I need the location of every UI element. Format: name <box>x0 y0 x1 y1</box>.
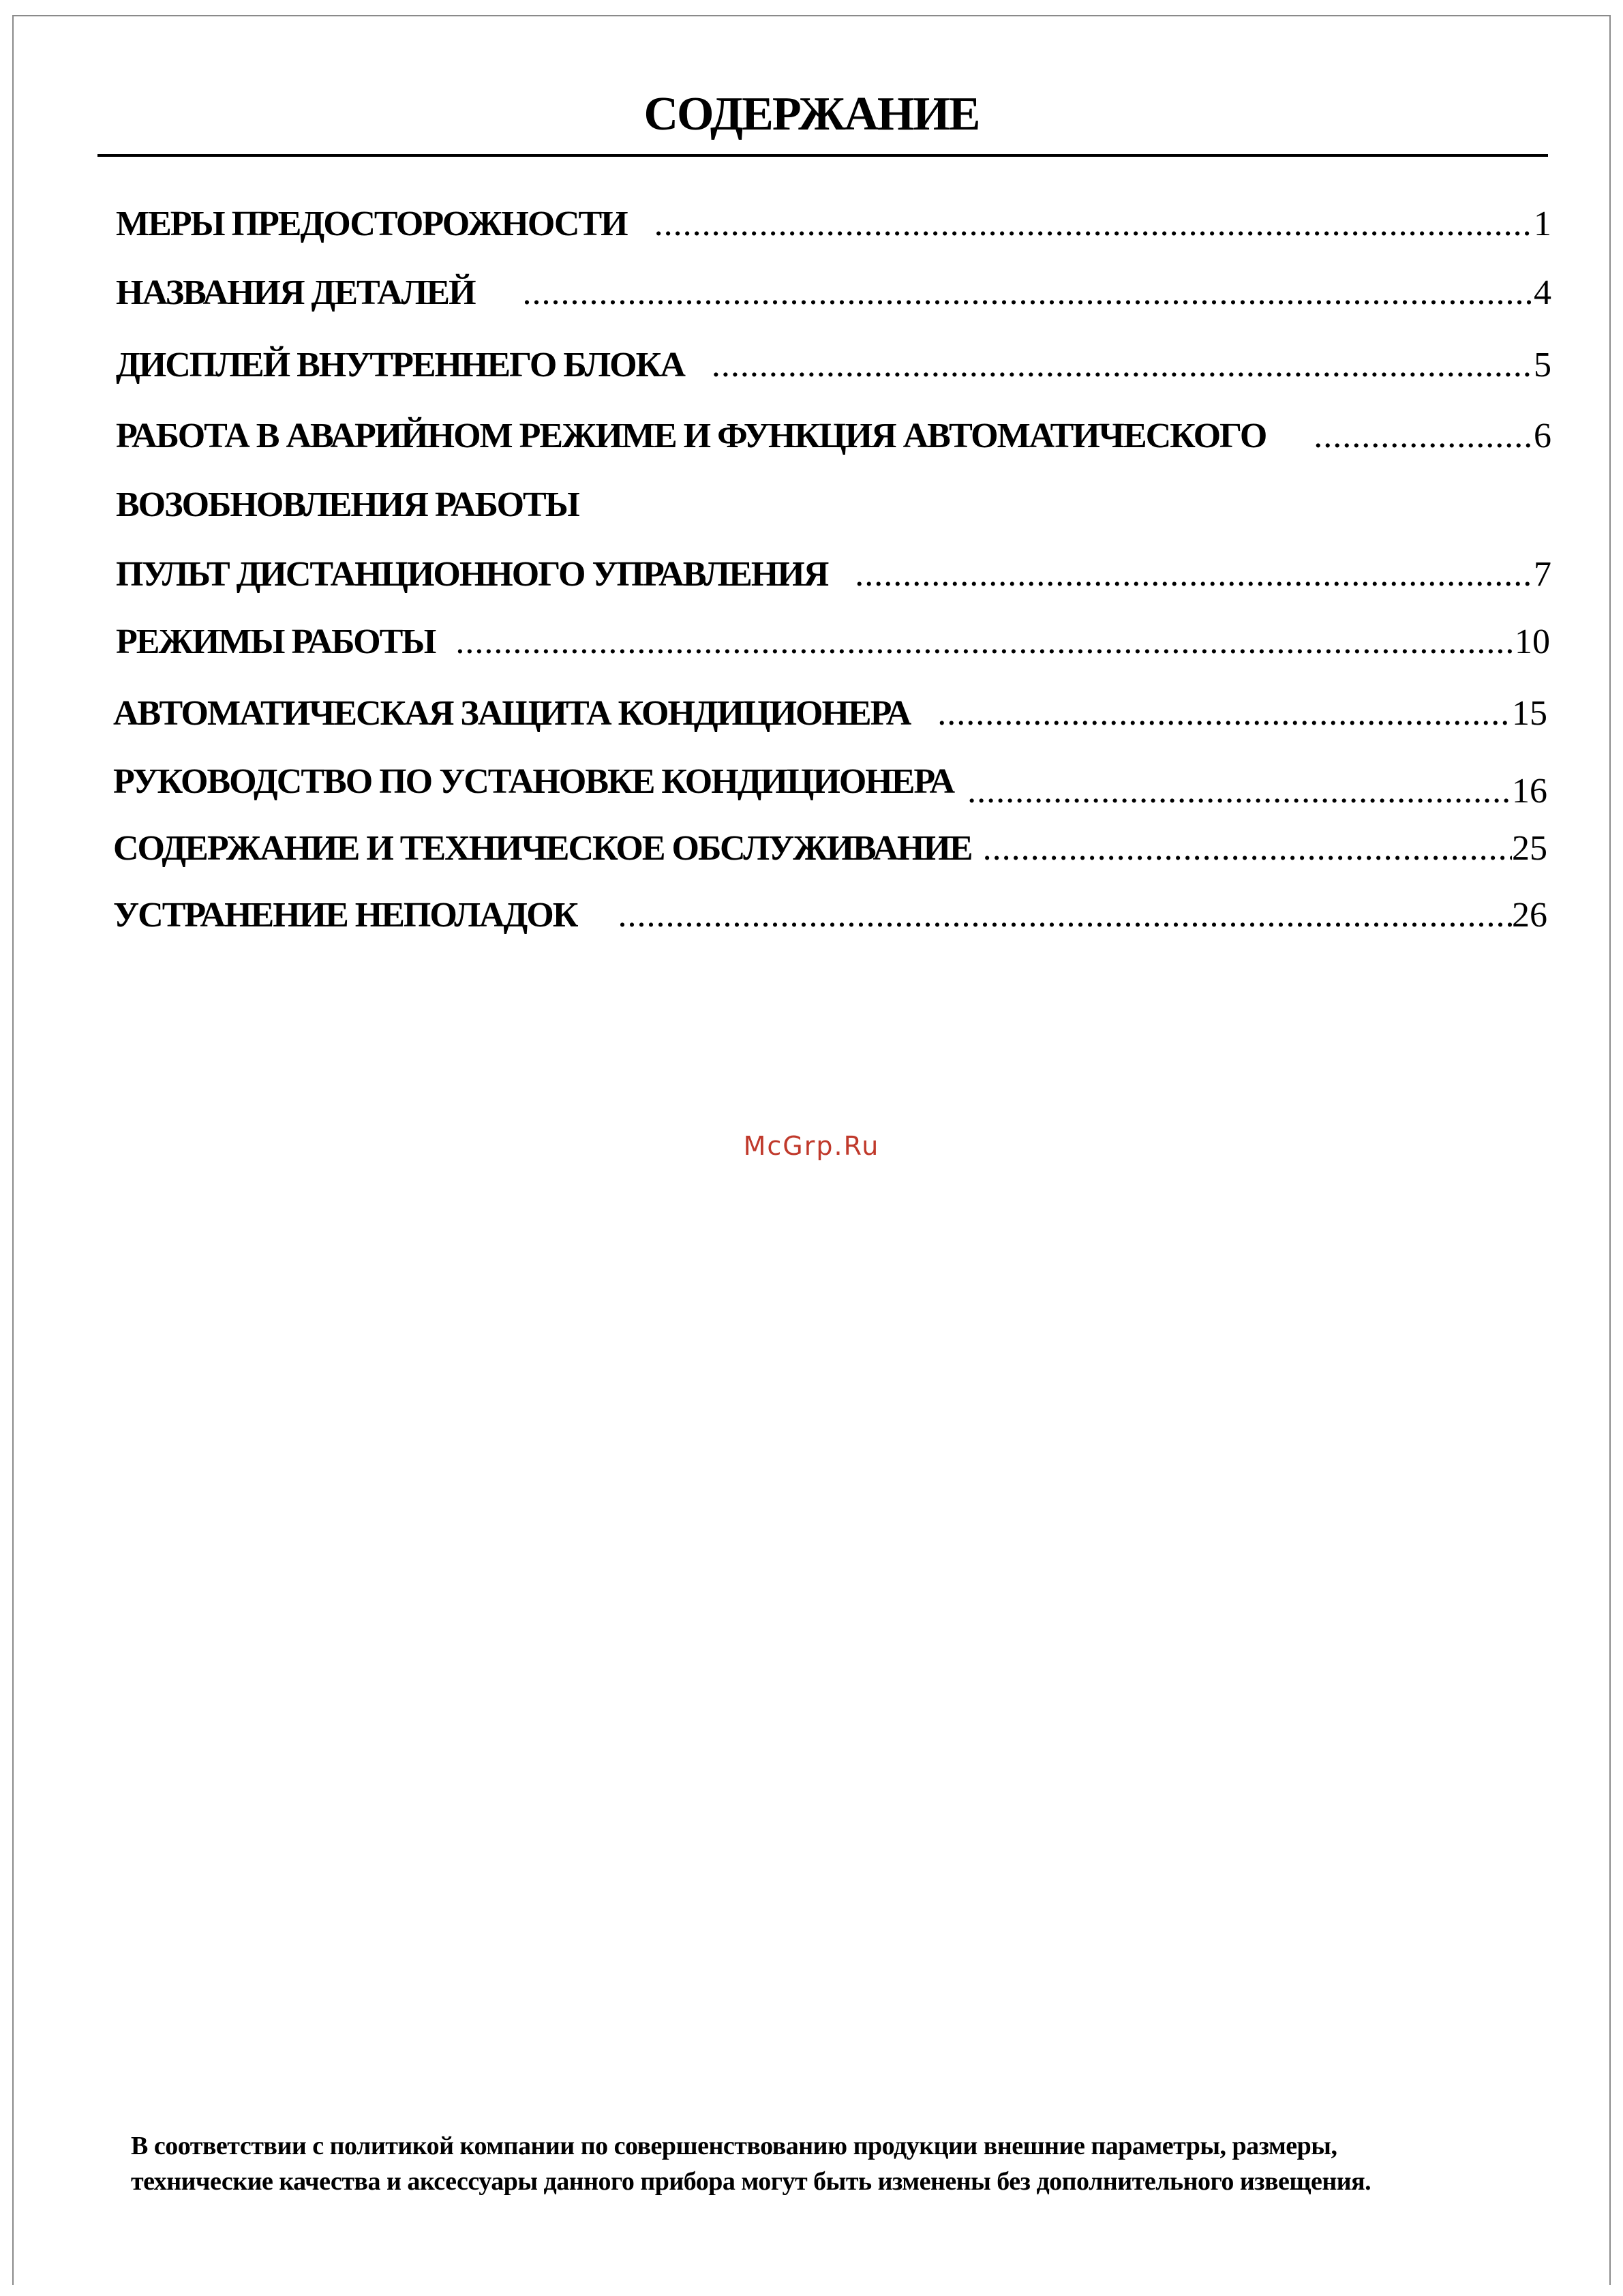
toc-entry-label: РУКОВОДСТВО ПО УСТАНОВКЕ КОНДИЦИОНЕРА <box>113 762 954 801</box>
toc-page-number: 6 <box>1534 417 1551 455</box>
toc-page-number: 25 <box>1512 829 1547 868</box>
page-title: СОДЕРЖАНИЕ <box>643 88 980 140</box>
toc-page-number: 10 <box>1515 622 1550 661</box>
toc-page-number: 7 <box>1534 555 1551 594</box>
toc-entry-label: РЕЖИМЫ РАБОТЫ <box>116 622 436 661</box>
toc-dot-leader <box>618 892 1512 939</box>
toc-entry-continuation: ВОЗОБНОВЛЕНИЯ РАБОТЫ <box>116 485 579 524</box>
toc-entry-label: РАБОТА В АВАРИЙНОМ РЕЖИМЕ И ФУНКЦИЯ АВТОМАТИЧЕСКОГО <box>116 417 1266 455</box>
toc-entry-label: ПУЛЬТ ДИСТАНЦИОННОГО УПРАВЛЕНИЯ <box>116 555 828 594</box>
toc-page-number: 26 <box>1512 896 1547 935</box>
toc-page-number: 5 <box>1534 346 1551 384</box>
toc-entry-emergency-mode[interactable] <box>116 412 1551 460</box>
toc-entry-safety[interactable] <box>116 200 1551 248</box>
toc-entry-label: АВТОМАТИЧЕСКАЯ ЗАЩИТА КОНДИЦИОНЕРА <box>113 694 911 733</box>
toc-dot-leader <box>937 690 1512 738</box>
title-divider <box>97 154 1548 157</box>
toc-dot-leader <box>855 551 1534 599</box>
toc-page-number: 4 <box>1534 273 1551 312</box>
toc-dot-leader <box>455 618 1515 666</box>
footer-line: технические качества и аксессуары данного прибора могут быть изменены без дополнительного извещения. <box>131 2167 1371 2196</box>
toc-dot-leader <box>654 200 1534 248</box>
toc-page-number: 15 <box>1512 694 1547 733</box>
toc-entry-maintenance[interactable] <box>113 825 1547 873</box>
toc-entry-label: НАЗВАНИЯ ДЕТАЛЕЙ <box>116 273 475 312</box>
toc-dot-leader <box>983 825 1512 873</box>
toc-entry-remote-control[interactable] <box>116 551 1551 599</box>
toc-entry-display[interactable] <box>116 342 1551 389</box>
toc-entry-label: МЕРЫ ПРЕДОСТОРОЖНОСТИ <box>116 205 627 243</box>
toc-entry-installation-guide[interactable] <box>113 758 1547 811</box>
toc-page-number: 16 <box>1512 772 1547 811</box>
toc-dot-leader <box>967 768 1512 815</box>
footer-disclaimer <box>131 2128 1521 2199</box>
footer-line: В соответствии с политикой компании по совершенствованию продукции внешние параметры, размеры, <box>131 2132 1337 2160</box>
toc-entry-auto-protection[interactable] <box>113 690 1547 738</box>
toc-entry-troubleshooting[interactable] <box>113 892 1547 939</box>
toc-entry-label: СОДЕРЖАНИЕ И ТЕХНИЧЕСКОЕ ОБСЛУЖИВАНИЕ <box>113 829 972 868</box>
toc-entry-label: ДИСПЛЕЙ ВНУТРЕННЕГО БЛОКА <box>116 346 684 384</box>
toc-entry-parts[interactable] <box>116 269 1551 317</box>
toc-dot-leader <box>523 269 1534 317</box>
watermark-text: McGrp.Ru <box>743 1131 880 1161</box>
toc-entry-label: УСТРАНЕНИЕ НЕПОЛАДОК <box>113 896 577 935</box>
toc-dot-leader <box>1314 412 1534 460</box>
toc-entry-operating-modes[interactable] <box>116 618 1550 666</box>
toc-dot-leader <box>712 342 1534 389</box>
toc-page-number: 1 <box>1534 205 1551 243</box>
